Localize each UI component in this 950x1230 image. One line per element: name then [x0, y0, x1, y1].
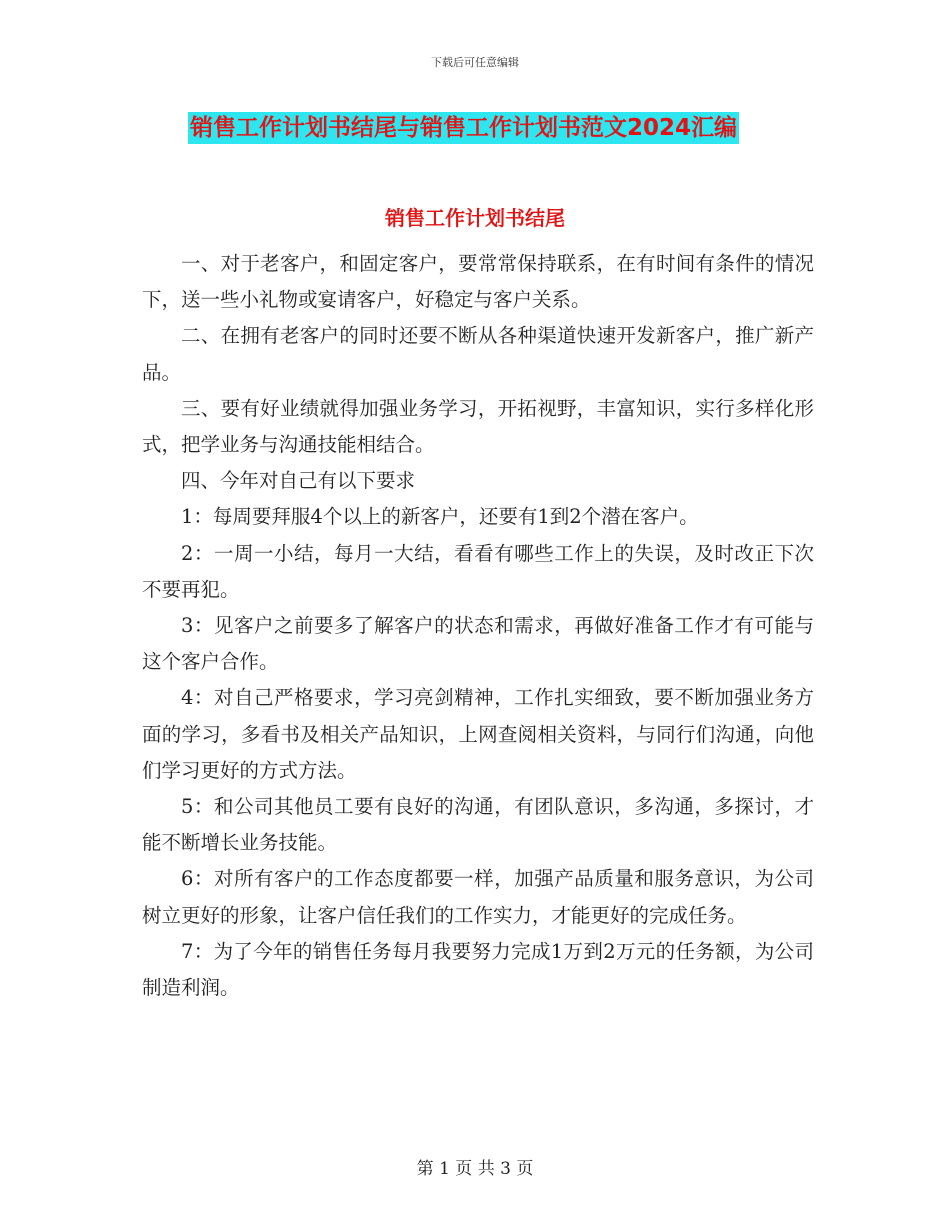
document-body: [142, 246, 814, 1006]
paragraph-2: 二、在拥有老客户的同时还要不断从各种渠道快速开发新客户，推广新产品。: [142, 324, 814, 384]
section-title: 销售工作计划书结尾: [385, 206, 565, 230]
paragraph-5: 1：每周要拜服4个以上的新客户，还要有1到2个潜在客户。: [181, 505, 699, 529]
paragraph-11: 7：为了今年的销售任务每月我要努力完成1万到2万元的任务额，为公司制造利润。: [142, 939, 814, 1000]
paragraph-4: 四、今年对自己有以下要求: [181, 469, 416, 493]
paragraph-9: 5：和公司其他员工要有良好的沟通，有团队意识，多沟通，多探讨，才能不断增长业务技能。: [142, 795, 814, 855]
paragraph-3: 三、要有好业绩就得加强业务学习，开拓视野，丰富知识，实行多样化形式，把学业务与沟通技能相结合。: [142, 396, 814, 457]
page-header-note: 下载后可任意编辑: [431, 56, 519, 69]
paragraph-8: 4：对自己严格要求，学习亮剑精神，工作扎实细致，要不断加强业务方面的学习，多看书及相关产品知识，上网查阅相关资料，与同行们沟通，向他们学习更好的方式方法。: [142, 686, 814, 782]
document-title: 销售工作计划书结尾与销售工作计划书范文2024汇编: [188, 112, 739, 144]
page-footer-number: 第 1 页 共 3 页: [416, 1159, 534, 1179]
paragraph-10: 6：对所有客户的工作态度都要一样，加强产品质量和服务意识，为公司树立更好的形象，让客户信任我们的工作实力，才能更好的完成任务。: [142, 867, 814, 927]
paragraph-1: 一、对于老客户，和固定客户，要常常保持联系，在有时间有条件的情况下，送一些小礼物或宴请客户，好稳定与客户关系。: [142, 252, 814, 312]
paragraph-7: 3：见客户之前要多了解客户的状态和需求，再做好准备工作才有可能与这个客户合作。: [142, 614, 814, 674]
paragraph-6: 2：一周一小结，每月一大结，看看有哪些工作上的失误，及时改正下次不要再犯。: [142, 541, 814, 601]
